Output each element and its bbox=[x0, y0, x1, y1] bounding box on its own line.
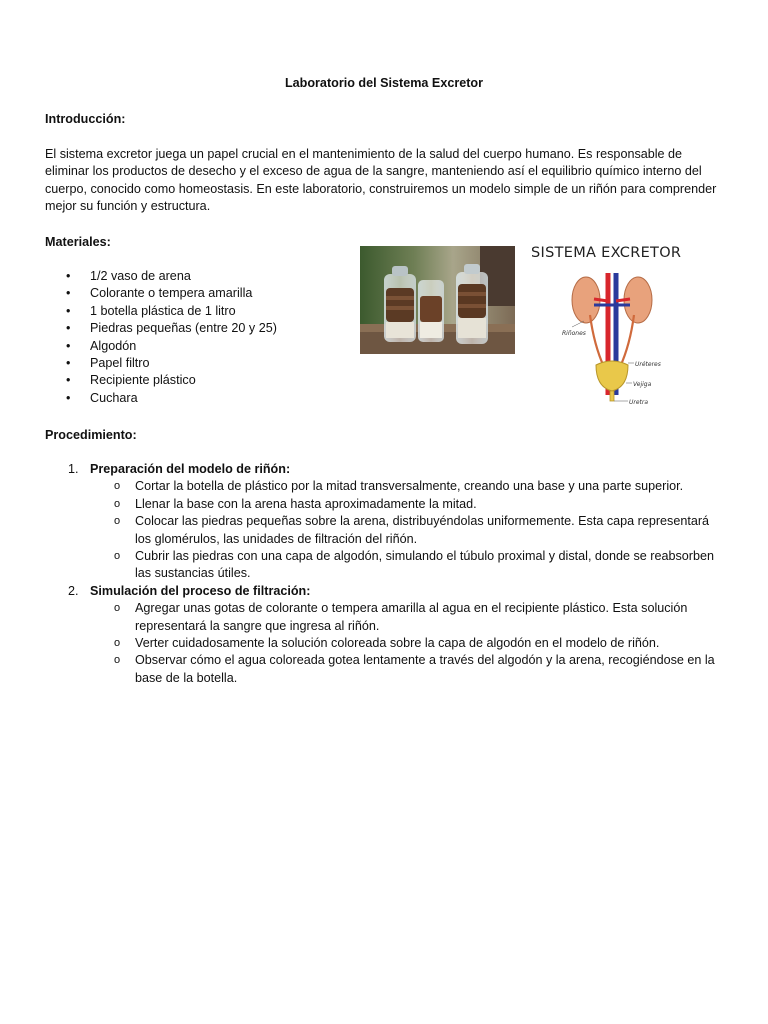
step-title: Preparación del modelo de riñón: bbox=[90, 462, 291, 476]
introduction-heading: Introducción: bbox=[45, 112, 126, 126]
bullet-icon: • bbox=[66, 303, 71, 318]
list-item bbox=[90, 513, 725, 548]
bottle-models-illustration bbox=[360, 246, 515, 354]
material-label: Colorante o tempera amarilla bbox=[90, 286, 253, 301]
bullet-icon: • bbox=[66, 373, 71, 388]
bullet-icon: • bbox=[66, 390, 71, 405]
materials-list bbox=[45, 268, 277, 407]
label-vejiga: Vejiga bbox=[633, 381, 652, 388]
bladder-shape bbox=[596, 361, 628, 391]
substep-list bbox=[90, 600, 725, 687]
document-title: Laboratorio del Sistema Excretor bbox=[284, 76, 484, 90]
introduction-text: El sistema excretor juega un papel crucial en el mantenimiento de la salud del cuerpo humano. Es responsable de eliminar los productos de desecho y el exceso de agua de la sangre, manteniendo así el equilibrio químico interno del cuerpo, conocido como homeostasis. En este laboratorio, construiremos un modelo simple de un riñón para comprender mejor su función y estructura. bbox=[45, 147, 717, 214]
step-title: Simulación del proceso de filtración: bbox=[90, 583, 311, 598]
material-label: Algodón bbox=[90, 338, 137, 353]
circle-bullet-icon: o bbox=[114, 515, 121, 528]
label-ureteres: Uréteres bbox=[635, 361, 661, 368]
list-item bbox=[45, 355, 277, 372]
list-item bbox=[45, 285, 277, 302]
diagram-title: SISTEMA EXCRETOR bbox=[531, 245, 682, 261]
substep-text: Agregar unas gotas de colorante o tempera amarilla al agua en el recipiente plástico. Esta solución representará la sangre que ingresa al riñón. bbox=[135, 601, 688, 633]
material-label: Piedras pequeñas (entre 20 y 25) bbox=[90, 321, 277, 336]
bullet-icon: • bbox=[66, 355, 71, 370]
list-item bbox=[45, 338, 277, 355]
substep-text: Cortar la botella de plástico por la mitad transversalmente, creando una base y una parte superior. bbox=[135, 479, 684, 494]
procedure-heading: Procedimiento: bbox=[45, 428, 137, 442]
list-item bbox=[45, 372, 277, 389]
list-item bbox=[45, 390, 277, 407]
material-label: 1 botella plástica de 1 litro bbox=[90, 303, 236, 318]
circle-bullet-icon: o bbox=[114, 480, 121, 493]
circle-bullet-icon: o bbox=[114, 550, 121, 563]
procedure-list bbox=[45, 461, 725, 687]
material-label: Cuchara bbox=[90, 390, 138, 405]
circle-bullet-icon: o bbox=[114, 602, 121, 615]
substep-text: Colocar las piedras pequeñas sobre la arena, distribuyéndolas uniformemente. Esta capa representará los glomérulos, las unidades de filtración del riñón. bbox=[135, 514, 710, 546]
procedure-step bbox=[45, 461, 725, 583]
list-item bbox=[90, 652, 725, 687]
bullet-icon: • bbox=[66, 338, 71, 353]
label-rinones: Riñones bbox=[562, 330, 586, 337]
step-number: 1. bbox=[68, 462, 79, 476]
list-item bbox=[90, 496, 725, 513]
material-label: 1/2 vaso de arena bbox=[90, 269, 191, 283]
bullet-icon: • bbox=[66, 286, 71, 301]
substep-text: Observar cómo el agua coloreada gotea lentamente a través del algodón y la arena, recogiéndose en la base de la botella. bbox=[135, 653, 715, 685]
list-item bbox=[90, 478, 725, 495]
list-item bbox=[90, 548, 725, 583]
substep-text: Llenar la base con la arena hasta aproximadamente la mitad. bbox=[135, 496, 477, 511]
bottle-models-photo bbox=[360, 246, 515, 354]
excretory-system-diagram bbox=[528, 245, 708, 410]
excretory-system-illustration bbox=[528, 245, 708, 410]
circle-bullet-icon: o bbox=[114, 654, 121, 667]
bullet-icon: • bbox=[66, 321, 71, 336]
list-item bbox=[45, 320, 277, 337]
step-number: 2. bbox=[68, 583, 79, 598]
materials-heading: Materiales: bbox=[45, 235, 111, 249]
bullet-icon: • bbox=[66, 269, 71, 283]
circle-bullet-icon: o bbox=[114, 497, 121, 510]
list-item bbox=[90, 635, 725, 652]
substep-text: Cubrir las piedras con una capa de algodón, simulando el túbulo proximal y distal, donde se reabsorben las sustancias útiles. bbox=[135, 549, 714, 581]
list-item bbox=[45, 303, 277, 320]
introduction-section bbox=[45, 146, 725, 216]
material-label: Papel filtro bbox=[90, 355, 150, 370]
circle-bullet-icon: o bbox=[114, 637, 121, 650]
substep-text: Verter cuidadosamente la solución coloreada sobre la capa de algodón en el modelo de riñón. bbox=[135, 636, 660, 651]
procedure-step bbox=[45, 583, 725, 687]
label-uretra: Uretra bbox=[629, 399, 649, 406]
material-label: Recipiente plástico bbox=[90, 373, 196, 388]
list-item bbox=[90, 600, 725, 635]
substep-list bbox=[90, 478, 725, 582]
list-item bbox=[45, 268, 277, 285]
